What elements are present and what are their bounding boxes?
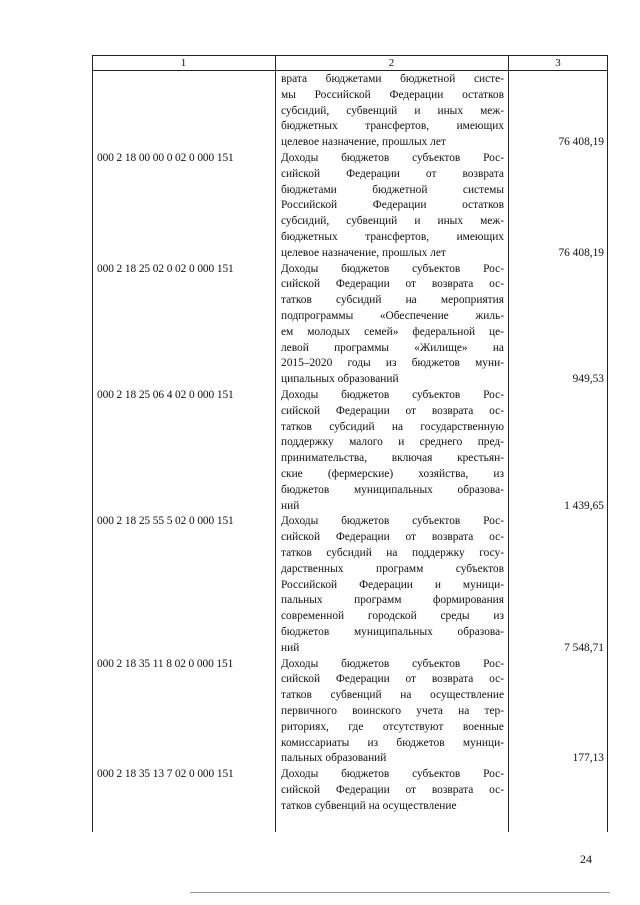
description-line: сийской Федерации от возврата ос-	[281, 531, 504, 544]
description-line: ем молодых семей» федеральной це-	[281, 325, 504, 338]
row-description	[281, 657, 504, 768]
row-code: 000 2 18 00 00 0 02 0 000 151	[97, 152, 234, 164]
row-amount: 76 408,19	[558, 136, 604, 149]
description-line: мы Российской Федерации остатков	[281, 88, 504, 101]
row-description	[281, 388, 504, 514]
row-code: 000 2 18 35 13 7 02 0 000 151	[97, 768, 234, 781]
description-line: поддержку малого и среднего пред-	[281, 436, 504, 449]
description-line: татков субсидий на поддержку госу-	[281, 546, 504, 559]
description-line: врата бюджетами бюджетной систе-	[281, 73, 504, 85]
description-line: ний	[281, 641, 300, 654]
header-divider	[92, 70, 608, 71]
description-line: татков субсидий на мероприятия	[281, 294, 504, 307]
description-line: Доходы бюджетов субъектов Рос-	[281, 152, 504, 164]
description-line: Доходы бюджетов субъектов Рос-	[281, 657, 504, 670]
row-description	[281, 514, 504, 656]
description-line: комиссариаты из бюджетов муници-	[281, 736, 504, 749]
description-line: ципальных образований	[281, 373, 399, 386]
row-amount: 76 408,19	[558, 246, 604, 259]
column-divider	[508, 55, 509, 832]
footer-rule	[190, 892, 610, 893]
description-line: бюджетных трансфертов, имеющих	[281, 120, 504, 133]
description-line: риториях, где отсутствуют военные	[281, 720, 504, 733]
description-line: бюджетов муниципальных образова-	[281, 625, 504, 638]
description-line: Доходы бюджетов субъектов Рос-	[281, 262, 504, 275]
description-line: левой программы «Жилище» на	[281, 341, 504, 354]
column-header-3: 3	[555, 57, 561, 69]
description-line: бюджетов муниципальных образова-	[281, 483, 504, 496]
row-amount: 177,13	[572, 752, 604, 765]
row-amount: 1 439,65	[564, 499, 604, 512]
description-line: сийской Федерации от возврата ос-	[281, 404, 504, 417]
description-line: Российской Федерации остатков	[281, 199, 504, 212]
description-line: ские (фермерские) хозяйства, из	[281, 467, 504, 480]
column-header-1: 1	[180, 57, 187, 69]
description-line: бюджетных трансфертов, имеющих	[281, 230, 504, 243]
row-code: 000 2 18 25 06 4 02 0 000 151	[97, 389, 234, 401]
row-amount: 949,53	[572, 373, 604, 386]
description-line: 2015–2020 годы из бюджетов муни-	[281, 357, 504, 370]
description-line: сийской Федерации от возврата	[281, 167, 504, 180]
description-line: сийской Федерации от возврата ос-	[281, 278, 504, 291]
description-line: сийской Федерации от возврата ос-	[281, 783, 504, 796]
description-line: пальных образований	[281, 752, 387, 765]
row-code: 000 2 18 25 02 0 02 0 000 151	[97, 262, 234, 275]
description-line: субсидий, субвенций и иных меж-	[281, 104, 504, 117]
description-line: Доходы бюджетов субъектов Рос-	[281, 389, 504, 401]
description-line: бюджетами бюджетной системы	[281, 183, 504, 196]
description-line: ний	[281, 499, 300, 512]
column-header-2: 2	[388, 57, 395, 69]
row-code: 000 2 18 25 55 5 02 0 000 151	[97, 515, 234, 528]
description-line: сийской Федерации от возврата ос-	[281, 673, 504, 686]
column-divider	[275, 55, 276, 832]
row-description	[281, 72, 504, 151]
description-line: принимательства, включая крестьян-	[281, 452, 504, 465]
description-line: Российской Федерации и муници-	[281, 578, 504, 591]
description-line: подпрограммы «Обеспечение жиль-	[281, 309, 504, 322]
description-line: целевое назначение, прошлых лет	[281, 136, 446, 149]
description-line: татков субвенций на осуществление	[281, 799, 457, 812]
description-line: дарственных программ субъектов	[281, 562, 504, 575]
row-description	[281, 767, 504, 814]
row-description	[281, 262, 504, 388]
description-line: Доходы бюджетов субъектов Рос-	[281, 515, 504, 528]
description-line: первичного воинского учета на тер-	[281, 704, 504, 717]
page-number: 24	[580, 852, 592, 866]
row-code: 000 2 18 35 11 8 02 0 000 151	[97, 657, 234, 670]
description-line: субсидий, субвенций и иных меж-	[281, 215, 504, 228]
description-line: Доходы бюджетов субъектов Рос-	[281, 768, 504, 781]
row-description	[281, 151, 504, 262]
description-line: целевое назначение, прошлых лет	[281, 246, 446, 259]
description-line: татков субвенций на осуществление	[281, 689, 504, 702]
row-amount: 7 548,71	[564, 641, 604, 654]
description-line: современной городской среды из	[281, 610, 504, 623]
description-line: пальных программ формирования	[281, 594, 504, 607]
description-line: татков субсидий на государственную	[281, 420, 504, 433]
